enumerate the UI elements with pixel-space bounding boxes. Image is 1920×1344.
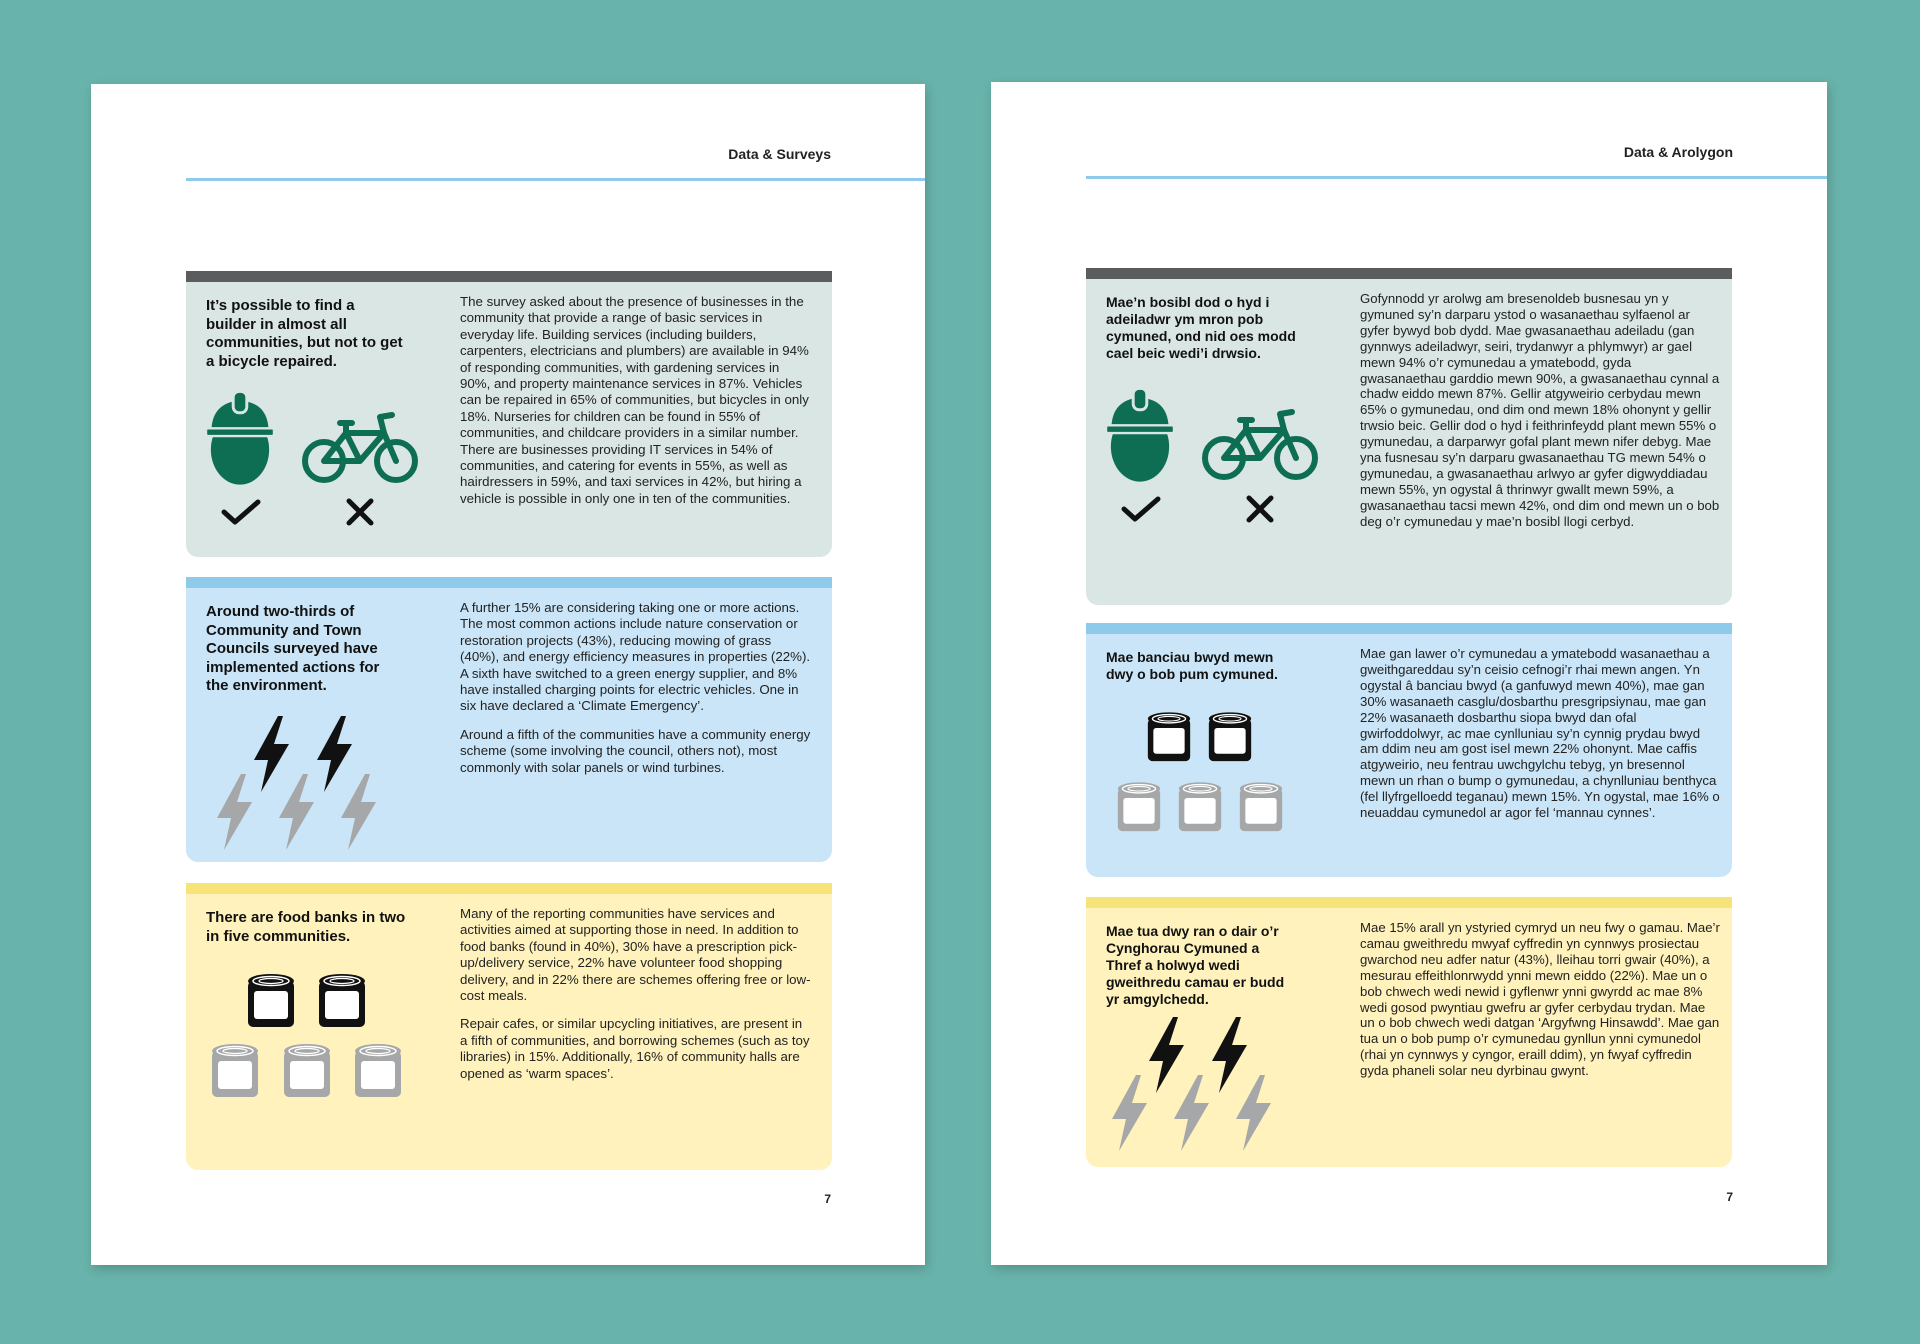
card-heading: Mae’n bosibl dod o hyd i adeiladwr ym mron pob cymuned, ond nid oes modd cael beic wedi’i drwsio. [1106, 294, 1296, 361]
card-heading: Mae tua dwy ran o dair o’r Cynghorau Cymuned a Thref a holwyd wedi gweithredu camau er budd yr amgylchedd. [1106, 923, 1285, 1007]
card-heading: Mae banciau bwyd mewn dwy o bob pum cymuned. [1106, 649, 1278, 682]
lightning-bolt-icon [338, 774, 378, 850]
header-rule [1086, 176, 1827, 179]
card-top-bar [186, 271, 832, 282]
food-can-icon [210, 1043, 260, 1103]
builder-card [1086, 268, 1732, 605]
body-paragraph: A further 15% are considering taking one or more actions. The most common actions include nature conservation or restoration projects (43%), reducing mowing of grass (40%), and energy efficiency measures in properties (22%). A sixth have switched to a green energy supplier, and 8% have installed charging points for electric vehicles. One in six have declared a ‘Climate Emergency’. [460, 600, 811, 714]
page-number: 7 [824, 1192, 831, 1206]
builder-helmet-icon [1106, 386, 1174, 484]
body-paragraph: Repair cafes, or similar upcycling initiatives, are present in a fifth of communities, and borrowing schemes (such as toy libraries) in 15%. Additionally, 16% of community halls are opened as ‘warm spaces’. [460, 1016, 810, 1081]
food-can-icon [282, 1043, 332, 1103]
card-heading: It’s possible to find a builder in almost all communities, but not to get a bicycle repaired. [206, 297, 403, 370]
right-page [991, 82, 1827, 1265]
body-paragraph: Around a fifth of the communities have a community energy scheme (some involving the council, others not), most commonly with solar panels or wind turbines. [460, 726, 811, 775]
foodbank-card [186, 883, 832, 1170]
card-body [460, 906, 812, 1094]
cross-icon [1245, 494, 1275, 524]
card-body: The survey asked about the presence of businesses in the community that provide a range of basic services in everyday life. Building services (including builders, carpenters, electricians and plumbers) are available in 94% of responding communities, with gardening services in 90%, and property maintenance services in 87%. Vehicles can be repaired in 65% of communities, but bicycles in only 18%. Nurseries for children can be found in 55% of communities, and childcare providers in a similar number. There are businesses providing IT services in 54% of communities, and catering for events in 55%, as well as hairdressers in 59%, and taxi services in 42%, but hiring a vehicle is possible in only one in ten of the communities. [460, 294, 809, 506]
body-paragraph: Many of the reporting communities have services and activities aimed at supporting those in need. In addition to food banks (found in 40%), 30% have a prescription pick-up/delivery service, 22% have volunteer food shopping delivery, and in 22% there are schemes offering free or low-cost meals. [460, 906, 811, 1004]
card-top-bar [186, 883, 832, 894]
header-rule [186, 178, 925, 181]
tick-icon [1121, 496, 1161, 522]
lightning-bolt-icon [1171, 1075, 1211, 1151]
card-body: Mae gan lawer o’r cymunedau a ymatebodd wasanaethau a gweithgareddau sy’n ceisio cefnogi’r rhai mewn angen. Yn ogystal â banciau bwyd (a ganfuwyd mewn 40%), mae gan 30% wasanaeth casglu/dosbarthu presgripsiynau, mae gan 22% wasanaeth dosbarthu siopa bwyd dan ofal gwirfoddolwyr, ac mae cynlluniau sy’n cynnig prydau bwyd am ddim neu am gost isel mewn 22% ohonynt. Mae caffis atgyweirio, neu fentrau uwchgylchu tebyg, yn bresennol mewn un rhan o bump o gymunedau, a chynlluniau benthyca (fel llyfrgelloedd teganau) mewn 15%. Yn ogystal, mae 16% o neuaddau cymunedol ar agor fel ‘mannau cynnes’. [1360, 646, 1720, 821]
bicycle-icon [1200, 404, 1320, 484]
builder-card [186, 271, 832, 557]
bicycle-icon [300, 407, 420, 487]
food-can-icon [317, 973, 367, 1033]
card-top-bar [1086, 623, 1732, 634]
food-can-icon [1177, 781, 1223, 837]
foodbank-card [1086, 623, 1732, 877]
food-can-icon [1238, 781, 1284, 837]
card-heading: Around two-thirds of Community and Town Councils surveyed have implemented actions for the environment. [206, 603, 380, 695]
left-page [91, 84, 925, 1265]
food-can-icon [1116, 781, 1162, 837]
builder-helmet-icon [206, 389, 274, 487]
card-top-bar [186, 577, 832, 588]
lightning-bolt-icon [1233, 1075, 1273, 1151]
card-body: Gofynnodd yr arolwg am bresenoldeb busnesau yn y gymuned sy’n darparu ystod o wasanaethau sylfaenol ar gyfer bywyd bob dydd. Mae gwasanaethau adeiladu (gan gynnwys adeiladwyr, seiri, trydanwyr a phlymwyr) ar gael mewn 94% o’r cymunedau a ymatebodd, gyda gwasanaethau garddio mewn 90%, a gwasanaethau cynnal a chadw eiddo mewn 87%. Gellir atgyweirio cerbydau mewn 65% o gymunedau, ond dim ond mewn 18% ohonynt y gellir trwsio beic. Gellir dod o hyd i feithrinfeydd plant mewn 55% o gymunedau, a darparwyr gofal plant mewn nifer debyg. Mae yna fusnesau sy’n darparu gwasanaethau TG mewn 54% o gymunedau, a gwasanaethau arlwyo ar gyfer digwyddiadau mewn 55%, yn ogystal â thrinwyr gwallt mewn 59%, a gwasanaethau tacsi mewn 42%, ond dim ond mewn un o bob deg o’r cymunedau y mae’n bosibl llogi cerbyd. [1360, 291, 1720, 529]
running-head: Data & Arolygon [1623, 144, 1733, 160]
tick-icon [221, 499, 261, 525]
card-top-bar [1086, 268, 1732, 279]
environment-card [1086, 897, 1732, 1167]
running-head: Data & Surveys [728, 146, 831, 162]
food-can-icon [353, 1043, 403, 1103]
cross-icon [345, 497, 375, 527]
card-top-bar [1086, 897, 1732, 908]
card-body: Mae 15% arall yn ystyried cymryd un neu fwy o gamau. Mae’r camau gweithredu mwyaf cyffredin yn cynnwys prosiectau gwarchod neu adfer natur (43%), lleihau torri gwair (40%), a mesurau effeithlonrwydd ynni mewn eiddo (22%). Mae un o bob chwech wedi newid i gyflenwr ynni gwyrdd ac mae 8% wedi gosod pwyntiau gwefru ar gyfer cerbydau trydan. Mae un o bob chwech wedi datgan ‘Argyfwng Hinsawdd’. Mae gan tua un o bob pump o’r cymunedau gynllun ynni cymunedol (rhai yn cynnwys y cyngor, eraill ddim), yn fwyaf cyffredin gyda phaneli solar neu dyrbinau gwynt. [1360, 920, 1720, 1079]
food-can-icon [1146, 711, 1192, 767]
lightning-bolt-icon [1109, 1075, 1149, 1151]
food-can-icon [1207, 711, 1253, 767]
lightning-bolt-icon [214, 774, 254, 850]
card-body [460, 600, 812, 788]
page-number: 7 [1726, 1190, 1733, 1204]
food-can-icon [246, 973, 296, 1033]
card-heading: There are food banks in two in five communities. [206, 909, 406, 945]
environment-card [186, 577, 832, 862]
lightning-bolt-icon [276, 774, 316, 850]
